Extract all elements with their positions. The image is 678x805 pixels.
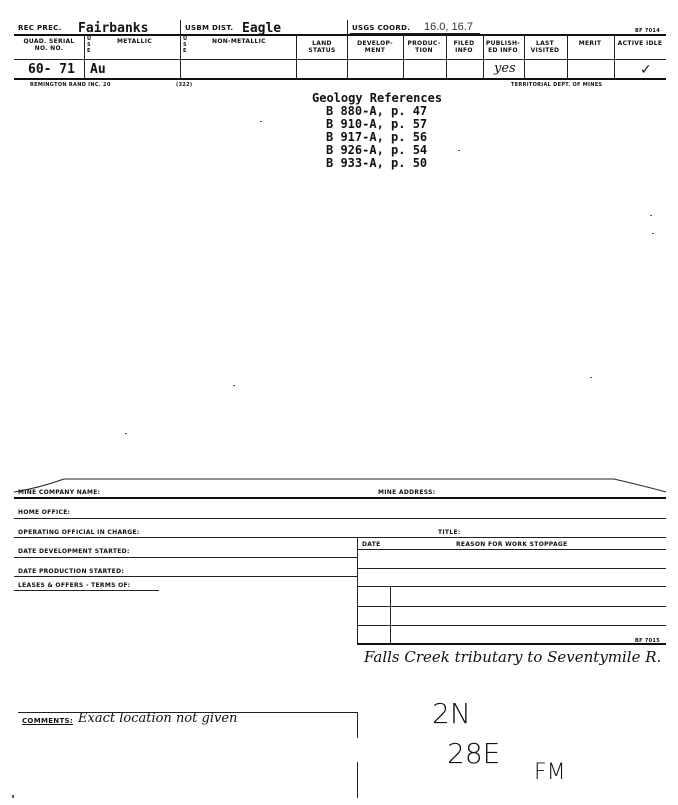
form-rule — [14, 518, 666, 519]
form-rule — [14, 590, 159, 591]
mine-address-label: MINE ADDRESS: — [378, 489, 436, 496]
scan-speck — [12, 795, 14, 798]
col-non-metallic: NON-METALLIC — [212, 38, 266, 45]
usbm-dist-label: USBM DIST. — [185, 24, 234, 32]
form-rule — [357, 606, 666, 607]
form-rule — [18, 712, 358, 713]
scan-speck — [650, 215, 652, 216]
operating-official-label: OPERATING OFFICIAL IN CHARGE: — [18, 529, 140, 536]
printer-code: (322) — [176, 82, 193, 88]
form-rule — [14, 576, 357, 577]
form-rule — [357, 625, 666, 626]
header-rule — [14, 78, 666, 80]
comments-divider — [357, 762, 358, 798]
form-code-bottom: BF 7015 — [635, 638, 660, 644]
scan-speck — [233, 385, 235, 386]
date-label: DATE — [362, 541, 381, 548]
location-note: Falls Creek tributary to Seventymile R. — [364, 648, 662, 666]
usgs-coord-value: 16.0, 16.7 — [424, 21, 473, 33]
col-development: DEVELOP-MENT — [357, 40, 393, 54]
form-rule — [14, 557, 357, 558]
published-info-value: yes — [494, 61, 516, 76]
form-code-top: BF 7014 — [635, 28, 660, 34]
col-divider — [347, 35, 348, 78]
rec-prec-label: REC PREC. — [18, 24, 62, 32]
col-divider — [180, 35, 181, 78]
form-rule — [357, 586, 666, 587]
date-prod-started-label: DATE PRODUCTION STARTED: — [18, 568, 125, 575]
col-divider — [296, 35, 297, 78]
col-production: PRODUC-TION — [407, 40, 441, 54]
title-label: TITLE: — [438, 529, 461, 536]
form-rule — [357, 643, 666, 645]
geology-ref: B 917-A, p. 56 — [326, 130, 428, 144]
col-divider — [84, 35, 85, 78]
comments-divider — [357, 712, 358, 738]
form-rule — [357, 568, 666, 569]
geology-title: Geology References — [312, 91, 443, 105]
col-use-2: U S E — [183, 36, 188, 54]
col-published-info: PUBLISH-ED INFO — [485, 40, 521, 54]
col-active-idle: ACTIVE IDLE — [617, 40, 663, 47]
scan-speck — [458, 150, 460, 151]
geology-ref: B 880-A, p. 47 — [326, 104, 428, 118]
cell-divider — [180, 20, 181, 34]
township-note: 2N — [432, 697, 471, 730]
comments-value: Exact location not given — [78, 711, 238, 726]
col-divider — [614, 35, 615, 78]
reason-label: REASON FOR WORK STOPPAGE — [456, 541, 568, 548]
geology-ref: B 933-A, p. 50 — [326, 156, 428, 170]
coord-underline — [350, 33, 480, 34]
home-office-label: HOME OFFICE: — [18, 509, 71, 516]
date-column-divider — [357, 537, 358, 643]
usbm-dist-value: Eagle — [242, 21, 282, 36]
col-merit: MERIT — [578, 40, 602, 47]
col-filed-info: FILED INFO — [453, 40, 475, 54]
form-rule — [14, 537, 666, 538]
form-rule — [14, 497, 666, 499]
col-land-status: LAND STATUS — [308, 40, 336, 54]
scan-speck — [260, 121, 262, 122]
meridian-note: FM — [534, 760, 566, 785]
col-metallic: METALLIC — [117, 38, 153, 45]
comments-label: COMMENTS: — [22, 717, 73, 725]
territorial-dept: TERRITORIAL DEPT. OF MINES — [511, 82, 603, 88]
col-last-visited: LAST VISITED — [530, 40, 560, 54]
form-rule — [357, 549, 666, 550]
scan-speck — [125, 433, 127, 434]
geology-ref: B 926-A, p. 54 — [326, 143, 428, 157]
range-note: 28E — [447, 737, 501, 770]
date-dev-started-label: DATE DEVELOPMENT STARTED: — [18, 548, 130, 555]
geology-ref: B 910-A, p. 57 — [326, 117, 428, 131]
quad-serial-value: 60- 71 — [28, 62, 75, 77]
col-use-1: U S E — [87, 36, 92, 54]
fold-curve — [14, 474, 666, 498]
header-rule — [14, 59, 666, 60]
active-idle-mark: ✓ — [640, 62, 652, 78]
date-column-divider — [390, 586, 391, 643]
metallic-value: Au — [90, 62, 106, 77]
scan-speck — [652, 233, 654, 234]
mine-company-name-label: MINE COMPANY NAME: — [18, 489, 101, 496]
col-quad-serial: QUAD. SERIAL NO. NO. — [23, 38, 75, 52]
usgs-coord-label: USGS COORD. — [352, 24, 411, 32]
cell-divider — [347, 20, 348, 34]
scan-speck — [590, 377, 592, 378]
leases-offers-label: LEASES & OFFERS - TERMS OF: — [18, 582, 131, 589]
printer-note: REMINGTON RAND INC. 20 — [30, 82, 111, 88]
rec-prec-value: Fairbanks — [78, 21, 149, 36]
